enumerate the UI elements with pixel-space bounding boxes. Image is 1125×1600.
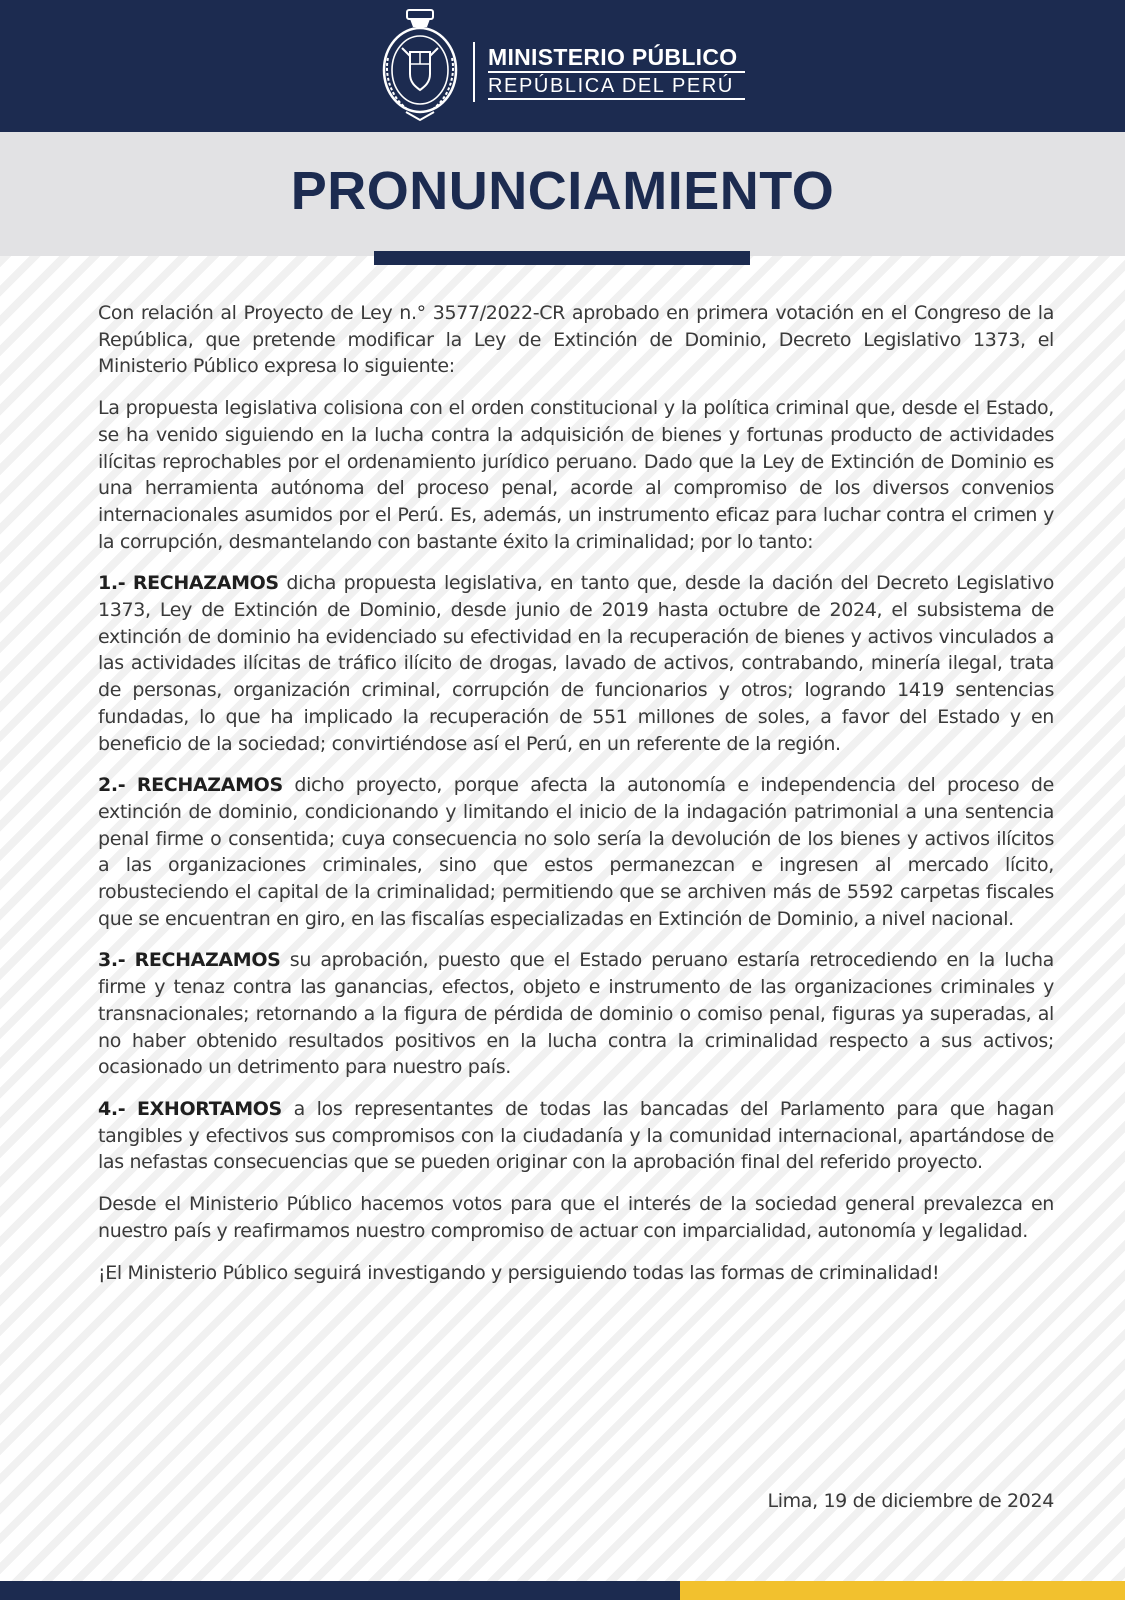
title-underline-bar: [374, 251, 750, 265]
header-bar: [0, 0, 1125, 132]
page-title: PRONUNCIAMIENTO: [290, 161, 835, 221]
footer-stripe-navy: [0, 1581, 680, 1600]
point-2-keyword: RECHAZAMOS: [136, 774, 283, 797]
point-1-text: dicha propuesta legislativa, en tanto que, desde la dación del Decreto Legislativo 1373, Ley de Extinción de Dominio, desde junio de 2019 hasta octubre de 2024, el subsistema de extinción de dominio ha evidenciado su efectividad en la recuperación de bienes y activos vinculados a las actividades ilícitas de tráfico ilícito de drogas, lavado de activos, contrabando, minería ilegal, trata de personas, organización criminal, corrupción de funcionarios y otros; logrando 1419 sentencias fundadas, lo que ha implicado la recuperación de 551 millones de soles, a favor del Estado y en beneficio de la sociedad; convirtiéndose así el Perú, en un referente de la región.: [98, 572, 1054, 755]
statement-body: [98, 300, 1054, 1301]
point-3-text: su aprobación, puesto que el Estado peruano estaría retrocediendo en la lucha firme y tenaz contra las ganancias, efectos, objeto e instrumento de las organizaciones criminales y transnacionales; retornando a la figura de pérdida de dominio o comiso penal, figuras ya superadas, al no haber obtenido resultados positivos en la lucha contra la criminalidad respecto a sus activos; ocasionado un detrimento para nuestro país.: [98, 949, 1054, 1079]
context-paragraph: La propuesta legislativa colisiona con el orden constitucional y la política criminal que, desde el Estado, se ha venido siguiendo en la lucha contra la adquisición de bienes y fortunas producto de actividades ilícitas reprochables por el ordenamiento jurídico peruano. Dado que la Ley de Extinción de Dominio es una herramienta autónoma del proceso penal, acorde al compromiso de los diversos convenios internacionales asumidos por el Perú. Es, además, un instrumento eficaz para luchar contra el crimen y la corrupción, desmantelando con bastante éxito la criminalidad; por lo tanto:: [98, 397, 1054, 553]
intro-paragraph: Con relación al Proyecto de Ley n.° 3577/2022-CR aprobado en primera votación en el Congreso de la República, que pretende modificar la Ley de Extinción de Dominio, Decreto Legislativo 1373, el Ministerio Público expresa lo siguiente:: [98, 302, 1054, 378]
coat-of-arms-seal-icon: [380, 8, 460, 124]
brand-rule: [488, 71, 745, 73]
point-1-keyword: RECHAZAMOS: [132, 572, 279, 595]
country-name: REPÚBLICA DEL PERÚ: [488, 75, 734, 97]
point-1-number: 1.-: [98, 572, 126, 595]
point-1: [98, 570, 1054, 757]
point-3: [98, 947, 1054, 1081]
point-4-text: a los representantes de todas las bancadas del Parlamento para que hagan tangibles y efectivos sus compromisos con la ciudadanía y la comunidad internacional, apartándose de las nefastas consecuencias que se pueden originar con la aprobación final del referido proyecto.: [98, 1097, 1054, 1174]
institution-name: MINISTERIO PÚBLICO: [488, 44, 738, 70]
point-3-keyword: RECHAZAMOS: [134, 949, 281, 972]
place-date: Lima, 19 de diciembre de 2024: [767, 1490, 1054, 1512]
point-2-number: 2.-: [98, 774, 126, 797]
slogan: ¡El Ministerio Público seguirá investigando y persiguiendo todas las formas de criminalidad!: [98, 1261, 940, 1284]
header-divider: [473, 42, 475, 102]
point-4: [98, 1096, 1054, 1176]
point-2: [98, 772, 1054, 932]
footer-stripe-gold: [680, 1581, 1125, 1600]
point-2-text: dicho proyecto, porque afecta la autonomía e independencia del proceso de extinción de dominio, condicionando y limitando el inicio de la indagación patrimonial a una sentencia penal firme o consentida; cuya consecuencia no solo sería la devolución de los bienes y activos ilícitos a las organizaciones criminales, sino que estos permanezcan e ingresen al mercado lícito, robusteciendo el capital de la criminalidad; permitiendo que se archiven más de 5592 carpetas fiscales que se encuentran en giro, en las fiscalías especializadas en Extinción de Dominio, a nivel nacional.: [98, 774, 1054, 930]
point-4-keyword: EXHORTAMOS: [137, 1097, 282, 1120]
point-4-number: 4.-: [98, 1097, 126, 1120]
point-3-number: 3.-: [98, 949, 126, 972]
closing-paragraph: Desde el Ministerio Público hacemos votos para que el interés de la sociedad general prevalezca en nuestro país y reafirmamos nuestro compromiso de actuar con imparcialidad, autonomía y legalidad.: [98, 1193, 1054, 1242]
brand-underline: [488, 98, 745, 100]
institution-brand: [488, 44, 745, 100]
